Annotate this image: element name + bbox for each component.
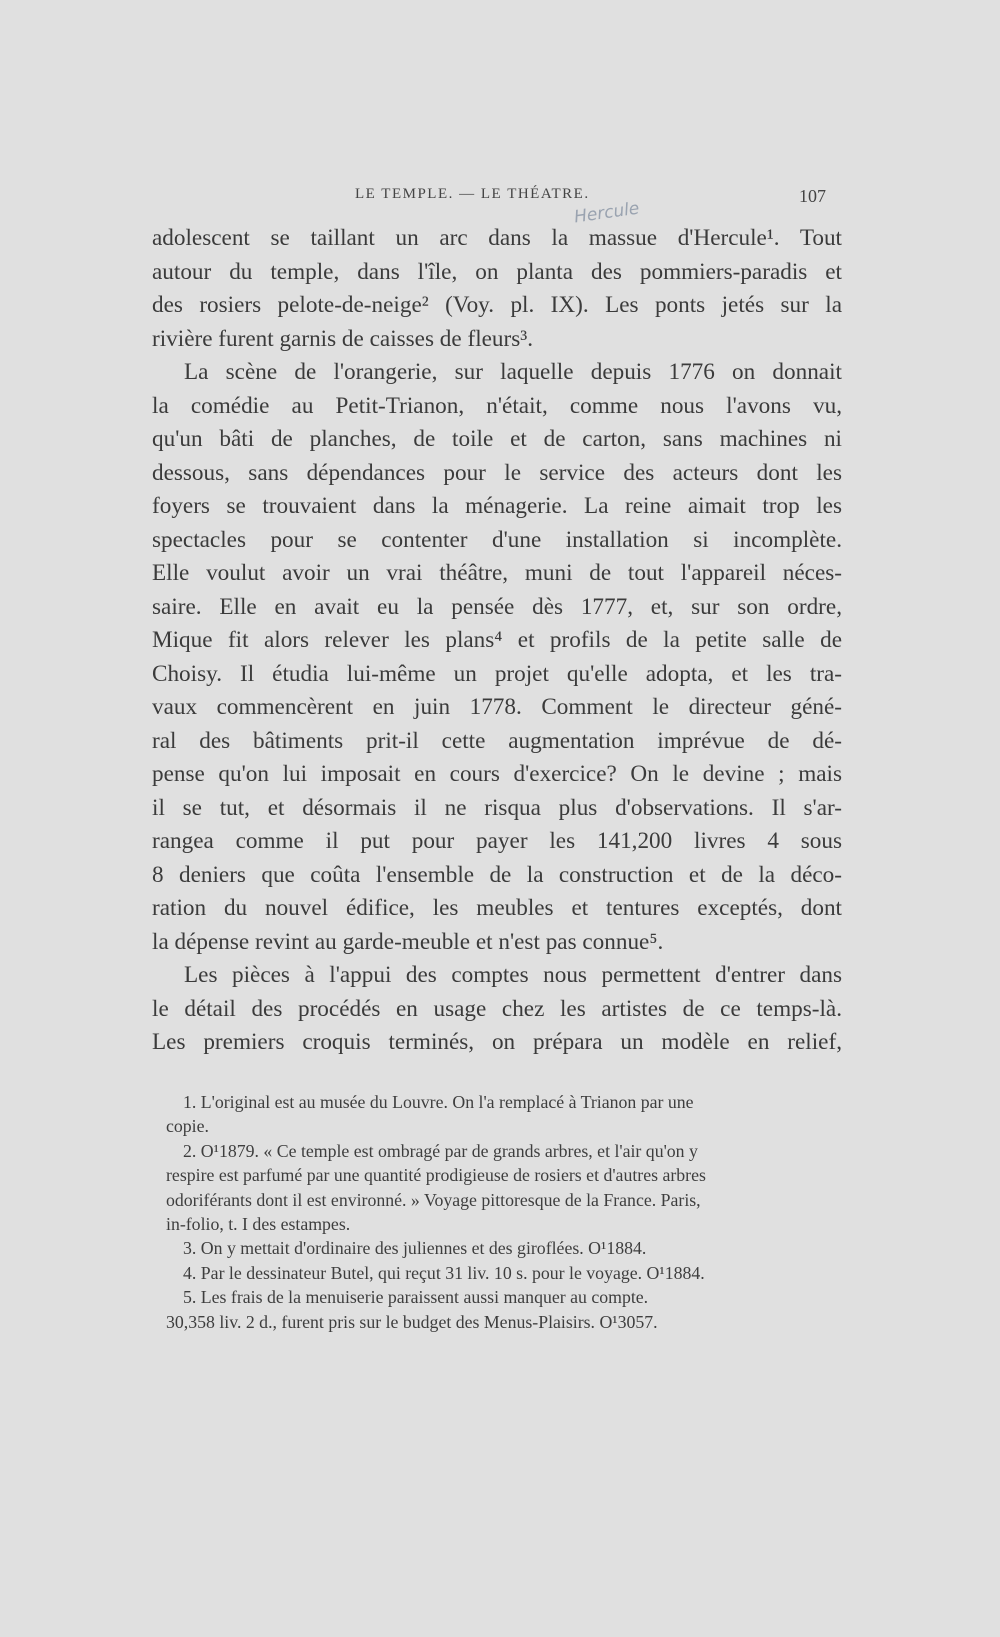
paragraph <box>152 222 842 356</box>
footnote-line: in-folio, t. I des estampes. <box>166 1214 351 1235</box>
text-line: Mique fit alors relever les plans⁴ et profils de la petite salle de <box>152 627 842 653</box>
footnote-line: 5. Les frais de la menuiserie paraissent aussi manquer au compte. <box>183 1287 649 1308</box>
paragraph <box>152 356 842 959</box>
footnote-line: copie. <box>166 1116 209 1137</box>
footnote-line: 3. On y mettait d'ordinaire des juliennes et des giroflées. O¹1884. <box>183 1238 647 1259</box>
paragraph <box>152 959 842 1060</box>
footnote <box>166 1261 846 1285</box>
text-line: la comédie au Petit-Trianon, n'était, comme nous l'avons vu, <box>152 392 842 419</box>
text-line: Choisy. Il étudia lui-même un projet qu'elle adopta, et les tra- <box>152 660 842 687</box>
footnote-line: 1. L'original est au musée du Louvre. On l'a remplacé à Trianon par une <box>183 1092 694 1112</box>
text-line: rangea comme il put pour payer les 141,200 livres 4 sous <box>152 828 842 854</box>
footnote <box>166 1090 846 1139</box>
text-line: qu'un bâti de planches, de toile et de carton, sans machines ni <box>152 426 842 452</box>
footnote-line: respire est parfumé par une quantité prodigieuse de rosiers et d'autres arbres <box>166 1165 706 1186</box>
text-line: pense qu'on lui imposait en cours d'exercice? On le devine ; mais <box>152 761 842 787</box>
text-line: La scène de l'orangerie, sur laquelle depuis 1776 on donnait <box>184 359 842 385</box>
text-line: adolescent se taillant un arc dans la massue d'Hercule¹. Tout <box>152 225 842 251</box>
text-line: dessous, sans dépendances pour le service des acteurs dont les <box>152 459 842 486</box>
running-header <box>150 186 826 210</box>
text-line: Elle voulut avoir un vrai théâtre, muni de tout l'appareil néces- <box>152 560 842 586</box>
text-line: spectacles pour se contenter d'une installation si incomplète. <box>152 526 842 553</box>
page-number: 107 <box>799 186 826 206</box>
running-title: LE TEMPLE. — LE THÉATRE. <box>355 186 590 202</box>
footnote-line: 4. Par le dessinateur Butel, qui reçut 31 liv. 10 s. pour le voyage. O¹1884. <box>183 1262 705 1283</box>
main-text <box>152 222 842 1060</box>
footnote-line: 2. O¹1879. « Ce temple est ombragé par de grands arbres, et l'air qu'on y <box>183 1140 698 1161</box>
text-line: autour du temple, dans l'île, on planta des pommiers-paradis et <box>152 258 842 285</box>
text-line: Les premiers croquis terminés, on prépara un modèle en relief, <box>152 1029 842 1055</box>
footnotes <box>166 1090 846 1334</box>
footnote <box>166 1236 846 1260</box>
text-line: foyers se trouvaient dans la ménagerie. La reine aimait trop les <box>152 493 842 519</box>
text-line: il se tut, et désormais il ne risqua plus d'observations. Il s'ar- <box>152 794 842 821</box>
handwritten-annotation: Hercule <box>572 198 641 228</box>
text-line: ral des bâtiments prit-il cette augmentation imprévue de dé- <box>152 727 842 754</box>
footnote-line: 30,358 liv. 2 d., furent pris sur le budget des Menus-Plaisirs. O¹3057. <box>166 1311 658 1332</box>
footnote-line: odoriférants dont il est environné. » Voyage pittoresque de la France. Paris, <box>166 1189 701 1210</box>
text-line: rivière furent garnis de caisses de fleurs³. <box>152 325 534 352</box>
footnote <box>166 1139 846 1237</box>
text-line: Les pièces à l'appui des comptes nous permettent d'entrer dans <box>184 962 842 988</box>
text-line: 8 deniers que coûta l'ensemble de la construction et de la déco- <box>152 861 842 888</box>
text-line: la dépense revint au garde-meuble et n'est pas connue⁵. <box>152 928 664 955</box>
text-line: le détail des procédés en usage chez les artistes de ce temps-là. <box>152 995 842 1022</box>
text-line: ration du nouvel édifice, les meubles et tentures exceptés, dont <box>152 895 842 921</box>
footnote <box>166 1285 846 1334</box>
text-line: vaux commencèrent en juin 1778. Comment le directeur géné- <box>152 694 842 720</box>
text-line: des rosiers pelote-de-neige² (Voy. pl. IX). Les ponts jetés sur la <box>152 292 842 318</box>
text-line: saire. Elle en avait eu la pensée dès 1777, et, sur son ordre, <box>152 593 842 620</box>
